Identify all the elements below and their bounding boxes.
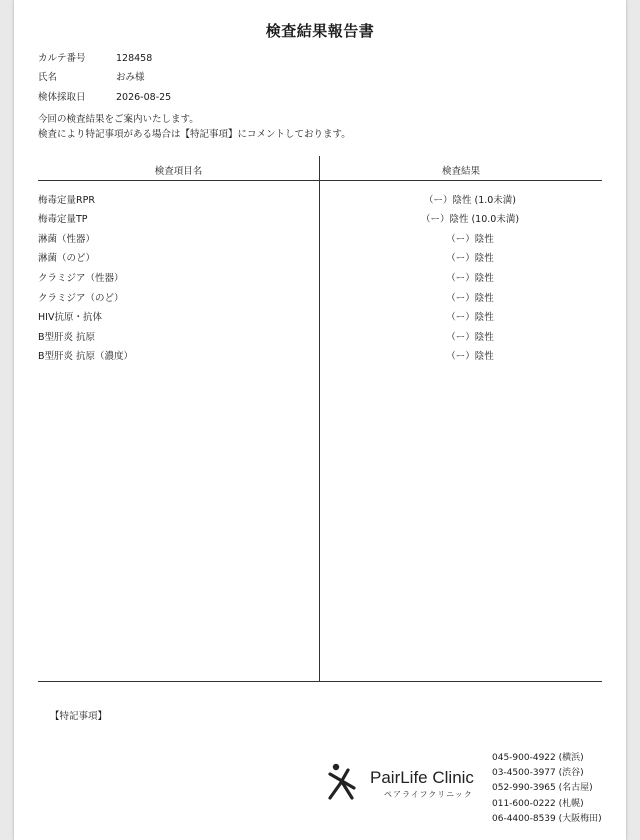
- test-item-name: 梅毒定量RPR: [38, 195, 95, 206]
- intro-line: 今回の検査結果をご案内いたします。: [38, 114, 199, 125]
- notes-label: 【特記事項】: [50, 711, 108, 722]
- test-result: （ー）陰性: [446, 273, 494, 284]
- table-row: [38, 231, 602, 250]
- test-result: （ー）陰性: [446, 332, 494, 343]
- meta-patient-name: [38, 69, 145, 83]
- clinic-phone-list: [492, 751, 602, 827]
- test-item-name: B型肝炎 抗原: [38, 332, 96, 343]
- clinic-phone: 011-600-0222 (札幌): [492, 798, 584, 809]
- column-header-result: 検査結果: [441, 166, 480, 177]
- test-result: （ー）陰性: [446, 312, 494, 323]
- test-item-name: クラミジア（のど）: [38, 293, 124, 304]
- table-row: [38, 270, 602, 289]
- test-result: （ー）陰性: [446, 293, 494, 304]
- column-header-item: 検査項目名: [154, 166, 203, 177]
- clinic-phone: 052-990-3965 (名古屋): [492, 783, 593, 794]
- test-item-name: 淋菌（のど）: [38, 253, 96, 264]
- table-row: [38, 309, 602, 328]
- table-row: [38, 250, 602, 269]
- running-figure-icon: [324, 762, 368, 802]
- clinic-name-kana: ペアライフクリニック: [384, 790, 473, 799]
- test-result: （ー）陰性: [446, 253, 494, 264]
- meta-label: 氏名: [38, 72, 58, 83]
- document-title: 検査結果報告書: [265, 22, 375, 40]
- table-bottom-rule: [38, 681, 602, 682]
- meta-sample-date: [38, 89, 171, 103]
- test-item-name: 淋菌（性器）: [38, 234, 96, 245]
- clinic-logo: [324, 762, 494, 802]
- test-item-name: クラミジア（性器）: [38, 273, 124, 284]
- intro-line: 検査により特記事項がある場合は【特記事項】にコメントしております。: [38, 129, 351, 140]
- test-result: （ー）陰性 (10.0未満): [420, 214, 520, 225]
- table-row: [38, 329, 602, 348]
- meta-value: 2026-08-25: [116, 92, 172, 103]
- test-item-name: B型肝炎 抗原（濃度）: [38, 351, 134, 362]
- table-row: [38, 290, 602, 309]
- meta-label: 検体採取日: [38, 92, 86, 103]
- meta-chart-number: [38, 50, 152, 64]
- test-item-name: 梅毒定量TP: [38, 214, 88, 225]
- table-header-rule: [38, 180, 602, 181]
- clinic-phone: 06-4400-8539 (大阪梅田): [492, 813, 602, 824]
- clinic-name: PairLife Clinic: [370, 768, 474, 787]
- table-row: [38, 348, 602, 367]
- test-item-name: HIV抗原・抗体: [38, 312, 102, 323]
- clinic-phone: 045-900-4922 (横浜): [492, 753, 584, 763]
- meta-label: カルテ番号: [38, 53, 86, 64]
- table-row: [38, 192, 602, 211]
- clinic-phone: 03-4500-3977 (渋谷): [492, 768, 584, 779]
- meta-value: 128458: [116, 53, 153, 64]
- intro-text: [38, 112, 351, 142]
- test-result: （ー）陰性 (1.0未満): [423, 195, 517, 206]
- test-result: （ー）陰性: [446, 234, 494, 245]
- test-result: （ー）陰性: [446, 351, 494, 362]
- meta-value: おみ様: [116, 72, 145, 83]
- table-row: [38, 211, 602, 230]
- report-sheet: [14, 0, 626, 840]
